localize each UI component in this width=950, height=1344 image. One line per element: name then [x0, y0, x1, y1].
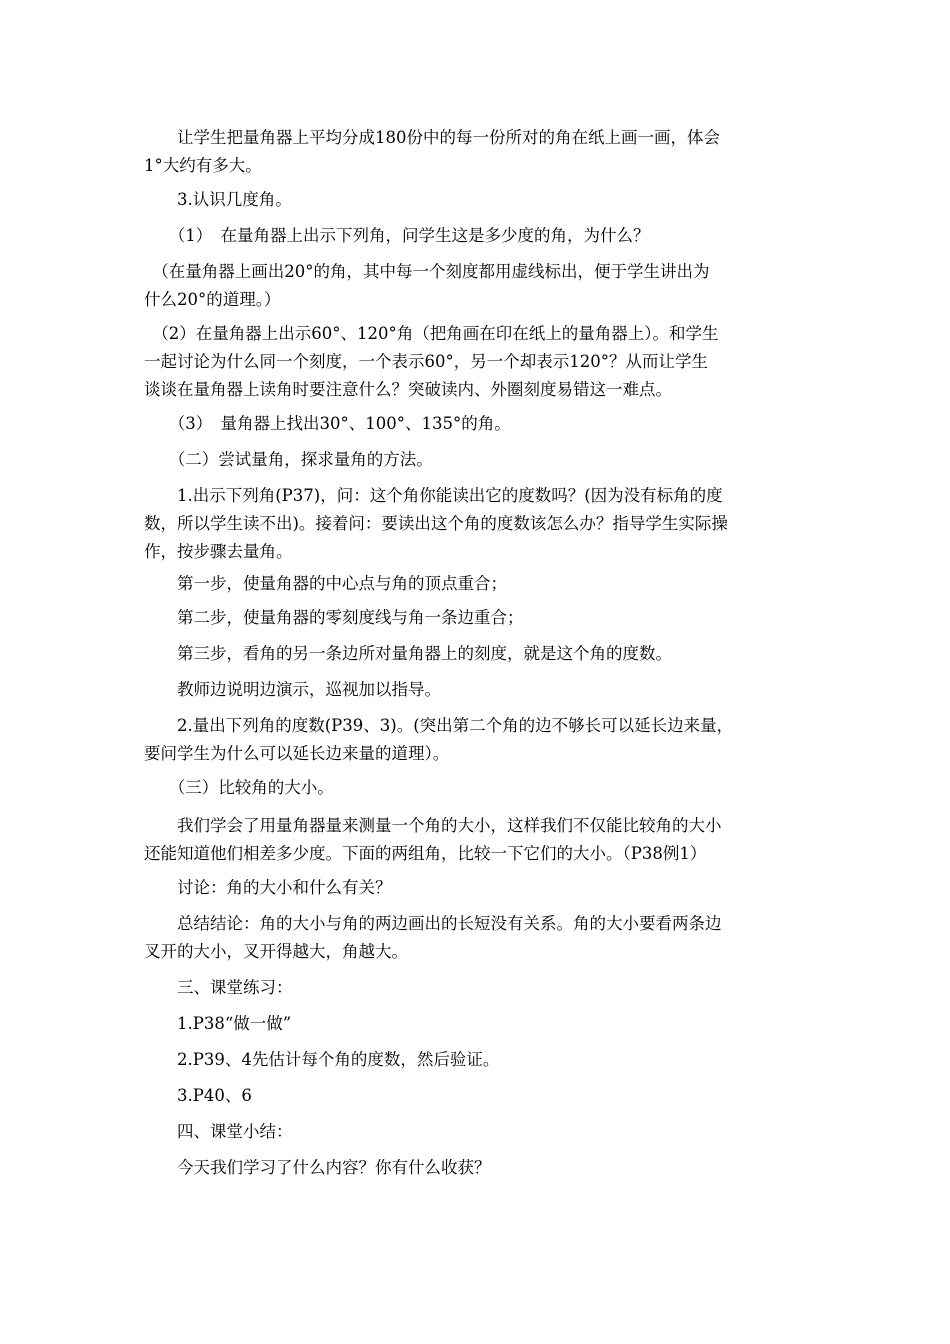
- text-line: 今天我们学习了什么内容？你有什么收获？: [144, 1158, 491, 1177]
- text-line: 一起讨论为什么同一个刻度，一个表示60°，另一个却表示120°？从而让学生: [144, 352, 708, 371]
- text-line: 2.P39、4先估计每个角的度数，然后验证。: [144, 1050, 500, 1069]
- text-line: 总结结论：角的大小与角的两边画出的长短没有关系。角的大小要看两条边: [144, 914, 722, 933]
- text-line: 四、课堂小结：: [144, 1122, 293, 1141]
- text-line: 第一步，使量角器的中心点与角的顶点重合；: [144, 574, 507, 593]
- text-line: （2）在量角器上出示60°、120°角（把角画在印在纸上的量角器上）。和学生: [144, 324, 719, 343]
- paragraph: [144, 124, 810, 180]
- paragraph: [144, 1118, 810, 1146]
- paragraph: [144, 410, 810, 438]
- paragraph: [144, 1010, 810, 1038]
- paragraph: [144, 712, 810, 768]
- text-line: （1） 在量角器上出示下列角，问学生这是多少度的角，为什么？: [144, 226, 650, 245]
- paragraph: [144, 258, 810, 314]
- paragraph: [144, 812, 810, 868]
- text-line: 让学生把量角器上平均分成180份中的每一份所对的角在纸上画一画，体会: [144, 128, 720, 147]
- paragraph: [144, 570, 810, 598]
- paragraph: [144, 874, 810, 902]
- text-line: 2.量出下列角的度数(P39、3)。(突出第二个角的边不够长可以延长边来量，: [144, 716, 734, 735]
- text-line: 3.认识几度角。: [144, 190, 292, 209]
- paragraph: [144, 186, 810, 214]
- paragraph: [144, 446, 810, 474]
- paragraph: [144, 1154, 810, 1182]
- text-line: 三、课堂练习：: [144, 978, 293, 997]
- text-line: 3.P40、6: [144, 1086, 252, 1105]
- paragraph: [144, 482, 810, 566]
- paragraph: [144, 604, 810, 632]
- text-line: 1.出示下列角(P37)，问：这个角你能读出它的度数吗？(因为没有标角的度: [144, 486, 723, 505]
- text-line: （三）比较角的大小。: [144, 778, 334, 797]
- paragraph: [144, 774, 810, 802]
- paragraph: [144, 222, 810, 250]
- text-line: 作，按步骤去量角。: [144, 542, 293, 561]
- paragraph: [144, 1046, 810, 1074]
- text-line: 讨论：角的大小和什么有关？: [144, 878, 392, 897]
- text-line: （二）尝试量角，探求量角的方法。: [144, 450, 433, 469]
- text-line: 什么20°的道理。）: [144, 290, 281, 309]
- text-line: 第三步，看角的另一条边所对量角器上的刻度，就是这个角的度数。: [144, 644, 672, 663]
- paragraph: [144, 910, 810, 966]
- text-line: 叉开的大小，叉开得越大，角越大。: [144, 942, 408, 961]
- text-line: （3） 量角器上找出30°、100°、135°的角。: [144, 414, 511, 433]
- text-line: 还能知道他们相差多少度。下面的两组角，比较一下它们的大小。（P38例1）: [144, 844, 707, 863]
- text-line: 谈谈在量角器上读角时要注意什么？突破读内、外圈刻度易错这一难点。: [144, 380, 672, 399]
- paragraph: [144, 676, 810, 704]
- text-line: 要问学生为什么可以延长边来量的道理）。: [144, 744, 450, 763]
- text-line: 教师边说明边演示，巡视加以指导。: [144, 680, 441, 699]
- text-line: （在量角器上画出20°的角，其中每一个刻度都用虚线标出，便于学生讲出为: [144, 262, 710, 281]
- text-line: 第二步，使量角器的零刻度线与角一条边重合；: [144, 608, 524, 627]
- paragraph: [144, 320, 810, 404]
- text-line: 1.P38“做一做”: [144, 1014, 292, 1033]
- text-line: 1°大约有多大。: [144, 156, 262, 175]
- text-line: 数，所以学生读不出)。接着问：要读出这个角的度数该怎么办？指导学生实际操: [144, 514, 728, 533]
- paragraph: [144, 1082, 810, 1110]
- paragraph: [144, 974, 810, 1002]
- paragraph: [144, 640, 810, 668]
- text-line: 我们学会了用量角器量来测量一个角的大小，这样我们不仅能比较角的大小: [144, 816, 722, 835]
